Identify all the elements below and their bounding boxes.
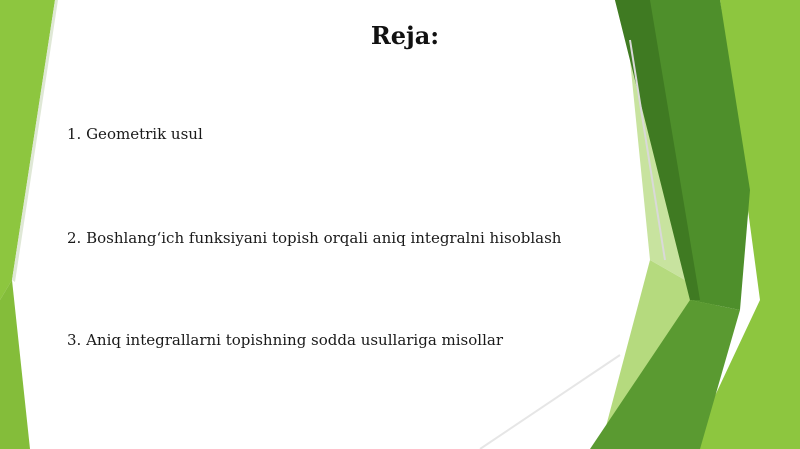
plan-item-2: 2. Boshlang‘ich funksiyani topish orqali aniq integralni hisoblash [67, 229, 562, 247]
left-green-facet [0, 0, 55, 300]
left-green-facet-lower [0, 280, 30, 449]
plan-item-1: 1. Geometrik usul [67, 125, 203, 143]
slide-title: Reja: [370, 21, 440, 50]
plan-item-3: 3. Aniq integrallarni topishning sodda usullariga misollar [67, 331, 503, 349]
shadow-line-lower [480, 355, 620, 449]
